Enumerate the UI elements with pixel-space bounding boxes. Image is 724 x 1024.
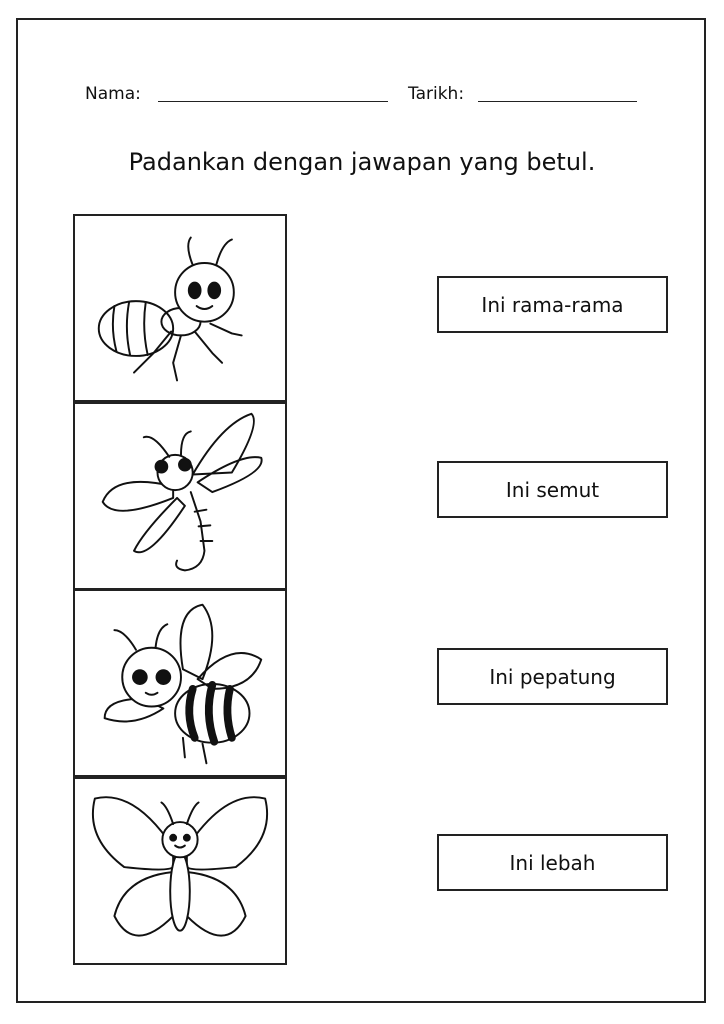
bee-icon — [75, 591, 285, 775]
ant-icon — [75, 216, 285, 400]
picture-cell-dragonfly[interactable] — [73, 402, 287, 590]
answer-box-3[interactable]: Ini pepatung — [437, 648, 668, 705]
date-label: Tarikh: — [408, 84, 465, 104]
instruction-title: Padankan dengan jawapan yang betul. — [128, 148, 596, 176]
answer-box-4[interactable]: Ini lebah — [437, 834, 668, 891]
dragonfly-icon — [75, 404, 285, 588]
answer-box-1[interactable]: Ini rama-rama — [437, 276, 668, 333]
name-label: Nama: — [85, 84, 141, 104]
name-field[interactable] — [158, 101, 388, 102]
picture-cell-ant[interactable] — [73, 214, 287, 402]
date-field[interactable] — [478, 101, 637, 102]
butterfly-icon — [75, 779, 285, 963]
answer-box-2[interactable]: Ini semut — [437, 461, 668, 518]
picture-cell-butterfly[interactable] — [73, 777, 287, 965]
picture-cell-bee[interactable] — [73, 589, 287, 777]
